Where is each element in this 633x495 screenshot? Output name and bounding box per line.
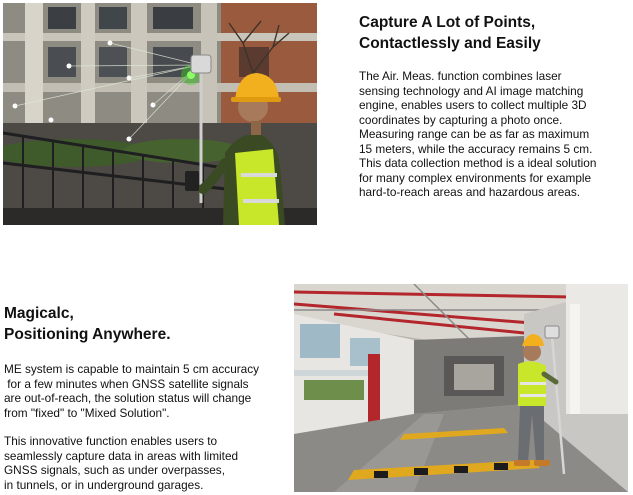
text-line: ME system is capable to maintain 5 cm accuracy bbox=[4, 362, 260, 376]
heading-line: Positioning Anywhere. bbox=[4, 326, 171, 343]
text-line: in tunnels, or in underground garages. bbox=[4, 477, 204, 492]
text-line: 15 meters, while the accuracy remains 5 cm. bbox=[359, 141, 593, 156]
magicalc-heading bbox=[4, 303, 171, 345]
air-measurement-photo bbox=[3, 3, 317, 225]
heading-line: Capture A Lot of Points, bbox=[359, 14, 536, 31]
magicalc-description-2 bbox=[4, 434, 238, 492]
air-measurement-heading bbox=[359, 12, 541, 54]
heading-line: Magicalc, bbox=[4, 305, 74, 322]
text-line: coordinates by capturing a photo once. bbox=[359, 112, 563, 127]
heading-line: Contactlessly and Easily bbox=[359, 35, 541, 52]
text-line: Measuring range can be as far as maximum bbox=[359, 127, 590, 141]
text-line: This innovative function enables users to bbox=[4, 434, 218, 448]
text-line: engine, enables users to collect multiple 3D bbox=[359, 98, 587, 112]
text-line: The Air. Meas. function combines laser bbox=[359, 69, 562, 83]
text-line: for many complex environments for example bbox=[359, 170, 592, 185]
text-line: for a few minutes when GNSS satellite signals bbox=[4, 376, 249, 391]
text-line: This data collection method is a ideal solution bbox=[359, 156, 597, 170]
text-line: seamlessly capture data in areas with limited bbox=[4, 448, 239, 463]
text-line: sensing technology and AI image matching bbox=[359, 83, 584, 98]
text-line: hard-to-reach areas and hazardous areas. bbox=[359, 185, 580, 199]
magicalc-description-1 bbox=[4, 362, 259, 420]
text-line: from "fixed" to "Mixed Solution". bbox=[4, 405, 170, 420]
text-line: GNSS signals, such as under overpasses, bbox=[4, 463, 225, 477]
air-measurement-description bbox=[359, 69, 596, 200]
text-line: are out-of-reach, the solution status will change bbox=[4, 391, 252, 405]
garage-positioning-photo bbox=[294, 284, 628, 492]
